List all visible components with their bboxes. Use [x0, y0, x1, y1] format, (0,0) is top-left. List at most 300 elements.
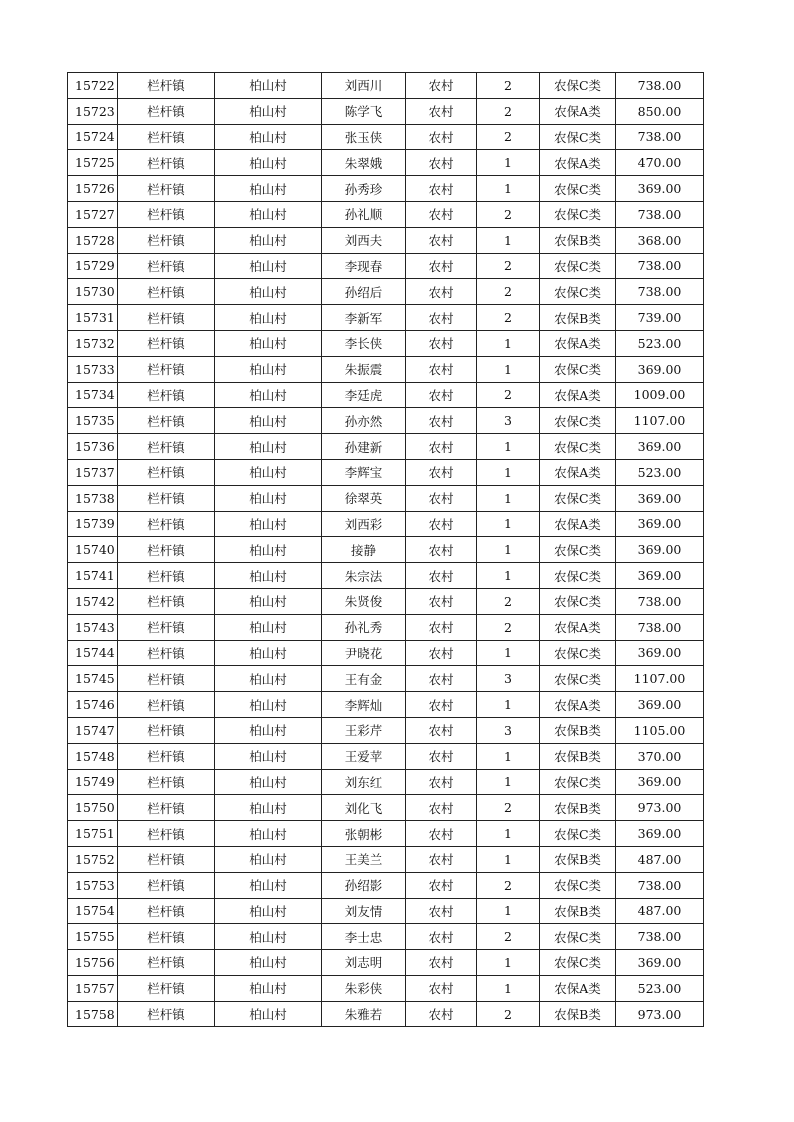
table-row	[68, 795, 704, 821]
village-cell: 柏山村	[215, 537, 322, 563]
table-row	[68, 382, 704, 408]
household-type-cell: 农村	[406, 434, 477, 460]
village-cell: 柏山村	[215, 485, 322, 511]
serial-number-cell: 15731	[68, 305, 118, 331]
people-count-cell: 2	[477, 588, 540, 614]
amount-cell: 738.00	[616, 73, 704, 99]
household-type-cell: 农村	[406, 227, 477, 253]
name-cell: 王彩芹	[322, 717, 406, 743]
name-cell: 刘西彩	[322, 511, 406, 537]
serial-number-cell: 15726	[68, 176, 118, 202]
category-cell: 农保C类	[540, 176, 616, 202]
village-cell: 柏山村	[215, 924, 322, 950]
amount-cell: 369.00	[616, 640, 704, 666]
category-cell: 农保B类	[540, 305, 616, 331]
town-cell: 栏杆镇	[118, 821, 215, 847]
table-row	[68, 821, 704, 847]
name-cell: 朱彩侠	[322, 975, 406, 1001]
people-count-cell: 1	[477, 563, 540, 589]
name-cell: 尹晓花	[322, 640, 406, 666]
people-count-cell: 3	[477, 717, 540, 743]
village-cell: 柏山村	[215, 305, 322, 331]
category-cell: 农保A类	[540, 98, 616, 124]
category-cell: 农保A类	[540, 614, 616, 640]
category-cell: 农保A类	[540, 382, 616, 408]
serial-number-cell: 15737	[68, 459, 118, 485]
serial-number-cell: 15730	[68, 279, 118, 305]
household-type-cell: 农村	[406, 201, 477, 227]
serial-number-cell: 15750	[68, 795, 118, 821]
table-row	[68, 98, 704, 124]
serial-number-cell: 15728	[68, 227, 118, 253]
people-count-cell: 1	[477, 459, 540, 485]
amount-cell: 523.00	[616, 330, 704, 356]
serial-number-cell: 15727	[68, 201, 118, 227]
table-row	[68, 201, 704, 227]
amount-cell: 523.00	[616, 975, 704, 1001]
serial-number-cell: 15734	[68, 382, 118, 408]
table-row	[68, 975, 704, 1001]
people-count-cell: 1	[477, 821, 540, 847]
table-row	[68, 924, 704, 950]
serial-number-cell: 15722	[68, 73, 118, 99]
category-cell: 农保C类	[540, 588, 616, 614]
household-type-cell: 农村	[406, 795, 477, 821]
data-table	[67, 72, 704, 1027]
table-row	[68, 356, 704, 382]
name-cell: 徐翠英	[322, 485, 406, 511]
name-cell: 张玉侠	[322, 124, 406, 150]
serial-number-cell: 15751	[68, 821, 118, 847]
town-cell: 栏杆镇	[118, 485, 215, 511]
town-cell: 栏杆镇	[118, 898, 215, 924]
village-cell: 柏山村	[215, 872, 322, 898]
town-cell: 栏杆镇	[118, 537, 215, 563]
people-count-cell: 1	[477, 769, 540, 795]
amount-cell: 369.00	[616, 769, 704, 795]
table-row	[68, 537, 704, 563]
amount-cell: 738.00	[616, 614, 704, 640]
category-cell: 农保C类	[540, 408, 616, 434]
amount-cell: 523.00	[616, 459, 704, 485]
people-count-cell: 2	[477, 795, 540, 821]
village-cell: 柏山村	[215, 1001, 322, 1027]
village-cell: 柏山村	[215, 614, 322, 640]
name-cell: 朱贤俊	[322, 588, 406, 614]
serial-number-cell: 15741	[68, 563, 118, 589]
table-row	[68, 692, 704, 718]
name-cell: 朱翠娥	[322, 150, 406, 176]
household-type-cell: 农村	[406, 950, 477, 976]
name-cell: 李长侠	[322, 330, 406, 356]
people-count-cell: 2	[477, 98, 540, 124]
table-row	[68, 1001, 704, 1027]
household-type-cell: 农村	[406, 872, 477, 898]
name-cell: 李现春	[322, 253, 406, 279]
household-type-cell: 农村	[406, 98, 477, 124]
category-cell: 农保C类	[540, 201, 616, 227]
amount-cell: 369.00	[616, 692, 704, 718]
serial-number-cell: 15740	[68, 537, 118, 563]
village-cell: 柏山村	[215, 227, 322, 253]
people-count-cell: 2	[477, 124, 540, 150]
category-cell: 农保C类	[540, 124, 616, 150]
household-type-cell: 农村	[406, 717, 477, 743]
town-cell: 栏杆镇	[118, 459, 215, 485]
category-cell: 农保B类	[540, 717, 616, 743]
people-count-cell: 2	[477, 924, 540, 950]
name-cell: 刘西夫	[322, 227, 406, 253]
household-type-cell: 农村	[406, 769, 477, 795]
village-cell: 柏山村	[215, 330, 322, 356]
town-cell: 栏杆镇	[118, 434, 215, 460]
people-count-cell: 1	[477, 434, 540, 460]
table-row	[68, 279, 704, 305]
village-cell: 柏山村	[215, 176, 322, 202]
category-cell: 农保A类	[540, 150, 616, 176]
amount-cell: 368.00	[616, 227, 704, 253]
people-count-cell: 1	[477, 227, 540, 253]
people-count-cell: 1	[477, 356, 540, 382]
amount-cell: 738.00	[616, 872, 704, 898]
village-cell: 柏山村	[215, 769, 322, 795]
household-type-cell: 农村	[406, 330, 477, 356]
table-row	[68, 846, 704, 872]
table-row	[68, 330, 704, 356]
town-cell: 栏杆镇	[118, 924, 215, 950]
town-cell: 栏杆镇	[118, 201, 215, 227]
serial-number-cell: 15732	[68, 330, 118, 356]
amount-cell: 369.00	[616, 485, 704, 511]
serial-number-cell: 15746	[68, 692, 118, 718]
amount-cell: 1009.00	[616, 382, 704, 408]
village-cell: 柏山村	[215, 640, 322, 666]
household-type-cell: 农村	[406, 459, 477, 485]
household-type-cell: 农村	[406, 124, 477, 150]
village-cell: 柏山村	[215, 692, 322, 718]
category-cell: 农保B类	[540, 846, 616, 872]
category-cell: 农保B类	[540, 1001, 616, 1027]
town-cell: 栏杆镇	[118, 588, 215, 614]
town-cell: 栏杆镇	[118, 614, 215, 640]
people-count-cell: 1	[477, 150, 540, 176]
name-cell: 孙礼顺	[322, 201, 406, 227]
town-cell: 栏杆镇	[118, 717, 215, 743]
village-cell: 柏山村	[215, 743, 322, 769]
serial-number-cell: 15743	[68, 614, 118, 640]
amount-cell: 738.00	[616, 124, 704, 150]
table-row	[68, 950, 704, 976]
name-cell: 王有金	[322, 666, 406, 692]
village-cell: 柏山村	[215, 124, 322, 150]
serial-number-cell: 15739	[68, 511, 118, 537]
table-row	[68, 176, 704, 202]
serial-number-cell: 15758	[68, 1001, 118, 1027]
amount-cell: 1107.00	[616, 408, 704, 434]
people-count-cell: 2	[477, 382, 540, 408]
category-cell: 农保A类	[540, 511, 616, 537]
people-count-cell: 2	[477, 73, 540, 99]
amount-cell: 487.00	[616, 898, 704, 924]
serial-number-cell: 15757	[68, 975, 118, 1001]
household-type-cell: 农村	[406, 692, 477, 718]
household-type-cell: 农村	[406, 743, 477, 769]
name-cell: 李辉灿	[322, 692, 406, 718]
town-cell: 栏杆镇	[118, 150, 215, 176]
name-cell: 王爱苹	[322, 743, 406, 769]
household-type-cell: 农村	[406, 588, 477, 614]
serial-number-cell: 15742	[68, 588, 118, 614]
name-cell: 朱宗法	[322, 563, 406, 589]
town-cell: 栏杆镇	[118, 408, 215, 434]
town-cell: 栏杆镇	[118, 795, 215, 821]
people-count-cell: 2	[477, 201, 540, 227]
category-cell: 农保C类	[540, 666, 616, 692]
amount-cell: 369.00	[616, 537, 704, 563]
town-cell: 栏杆镇	[118, 666, 215, 692]
village-cell: 柏山村	[215, 563, 322, 589]
people-count-cell: 2	[477, 614, 540, 640]
serial-number-cell: 15733	[68, 356, 118, 382]
village-cell: 柏山村	[215, 382, 322, 408]
household-type-cell: 农村	[406, 666, 477, 692]
household-type-cell: 农村	[406, 305, 477, 331]
household-type-cell: 农村	[406, 511, 477, 537]
table-row	[68, 614, 704, 640]
people-count-cell: 2	[477, 872, 540, 898]
table-row	[68, 434, 704, 460]
village-cell: 柏山村	[215, 356, 322, 382]
town-cell: 栏杆镇	[118, 305, 215, 331]
town-cell: 栏杆镇	[118, 330, 215, 356]
town-cell: 栏杆镇	[118, 563, 215, 589]
table-row	[68, 872, 704, 898]
people-count-cell: 3	[477, 408, 540, 434]
village-cell: 柏山村	[215, 898, 322, 924]
amount-cell: 369.00	[616, 434, 704, 460]
table-row	[68, 485, 704, 511]
table-row	[68, 305, 704, 331]
serial-number-cell: 15738	[68, 485, 118, 511]
category-cell: 农保B类	[540, 898, 616, 924]
serial-number-cell: 15748	[68, 743, 118, 769]
name-cell: 刘东红	[322, 769, 406, 795]
category-cell: 农保C类	[540, 872, 616, 898]
amount-cell: 369.00	[616, 356, 704, 382]
name-cell: 孙绍后	[322, 279, 406, 305]
household-type-cell: 农村	[406, 485, 477, 511]
category-cell: 农保A类	[540, 692, 616, 718]
table-row	[68, 666, 704, 692]
village-cell: 柏山村	[215, 73, 322, 99]
table-row	[68, 898, 704, 924]
village-cell: 柏山村	[215, 795, 322, 821]
people-count-cell: 1	[477, 743, 540, 769]
household-type-cell: 农村	[406, 1001, 477, 1027]
serial-number-cell: 15729	[68, 253, 118, 279]
village-cell: 柏山村	[215, 975, 322, 1001]
people-count-cell: 1	[477, 898, 540, 924]
amount-cell: 470.00	[616, 150, 704, 176]
town-cell: 栏杆镇	[118, 227, 215, 253]
household-type-cell: 农村	[406, 356, 477, 382]
name-cell: 孙绍影	[322, 872, 406, 898]
town-cell: 栏杆镇	[118, 769, 215, 795]
people-count-cell: 1	[477, 975, 540, 1001]
name-cell: 李廷虎	[322, 382, 406, 408]
town-cell: 栏杆镇	[118, 975, 215, 1001]
category-cell: 农保C类	[540, 279, 616, 305]
amount-cell: 973.00	[616, 795, 704, 821]
household-type-cell: 农村	[406, 73, 477, 99]
town-cell: 栏杆镇	[118, 743, 215, 769]
name-cell: 朱振震	[322, 356, 406, 382]
name-cell: 孙亦然	[322, 408, 406, 434]
table-row	[68, 717, 704, 743]
household-type-cell: 农村	[406, 382, 477, 408]
table-row	[68, 769, 704, 795]
amount-cell: 738.00	[616, 588, 704, 614]
town-cell: 栏杆镇	[118, 950, 215, 976]
category-cell: 农保B类	[540, 795, 616, 821]
category-cell: 农保C类	[540, 253, 616, 279]
town-cell: 栏杆镇	[118, 253, 215, 279]
category-cell: 农保C类	[540, 769, 616, 795]
household-type-cell: 农村	[406, 846, 477, 872]
amount-cell: 973.00	[616, 1001, 704, 1027]
serial-number-cell: 15723	[68, 98, 118, 124]
village-cell: 柏山村	[215, 434, 322, 460]
name-cell: 孙秀珍	[322, 176, 406, 202]
name-cell: 张朝彬	[322, 821, 406, 847]
table-row	[68, 588, 704, 614]
name-cell: 李士忠	[322, 924, 406, 950]
name-cell: 刘友情	[322, 898, 406, 924]
amount-cell: 369.00	[616, 511, 704, 537]
people-count-cell: 1	[477, 330, 540, 356]
serial-number-cell: 15744	[68, 640, 118, 666]
serial-number-cell: 15752	[68, 846, 118, 872]
amount-cell: 738.00	[616, 201, 704, 227]
name-cell: 王美兰	[322, 846, 406, 872]
amount-cell: 369.00	[616, 176, 704, 202]
household-type-cell: 农村	[406, 975, 477, 1001]
amount-cell: 369.00	[616, 950, 704, 976]
village-cell: 柏山村	[215, 511, 322, 537]
amount-cell: 738.00	[616, 253, 704, 279]
people-count-cell: 2	[477, 1001, 540, 1027]
amount-cell: 738.00	[616, 279, 704, 305]
people-count-cell: 1	[477, 950, 540, 976]
serial-number-cell: 15725	[68, 150, 118, 176]
town-cell: 栏杆镇	[118, 872, 215, 898]
village-cell: 柏山村	[215, 950, 322, 976]
name-cell: 陈学飞	[322, 98, 406, 124]
amount-cell: 850.00	[616, 98, 704, 124]
town-cell: 栏杆镇	[118, 640, 215, 666]
category-cell: 农保C类	[540, 537, 616, 563]
category-cell: 农保C类	[540, 563, 616, 589]
category-cell: 农保C类	[540, 434, 616, 460]
household-type-cell: 农村	[406, 150, 477, 176]
people-count-cell: 1	[477, 511, 540, 537]
village-cell: 柏山村	[215, 279, 322, 305]
town-cell: 栏杆镇	[118, 846, 215, 872]
amount-cell: 487.00	[616, 846, 704, 872]
town-cell: 栏杆镇	[118, 382, 215, 408]
category-cell: 农保A类	[540, 459, 616, 485]
name-cell: 李辉宝	[322, 459, 406, 485]
table-row	[68, 408, 704, 434]
village-cell: 柏山村	[215, 150, 322, 176]
serial-number-cell: 15756	[68, 950, 118, 976]
serial-number-cell: 15735	[68, 408, 118, 434]
serial-number-cell: 15755	[68, 924, 118, 950]
people-count-cell: 2	[477, 305, 540, 331]
category-cell: 农保C类	[540, 640, 616, 666]
amount-cell: 369.00	[616, 821, 704, 847]
household-type-cell: 农村	[406, 408, 477, 434]
household-type-cell: 农村	[406, 537, 477, 563]
village-cell: 柏山村	[215, 201, 322, 227]
table-row	[68, 511, 704, 537]
table-row	[68, 124, 704, 150]
serial-number-cell: 15753	[68, 872, 118, 898]
people-count-cell: 1	[477, 640, 540, 666]
town-cell: 栏杆镇	[118, 176, 215, 202]
table-body	[68, 73, 704, 1027]
household-type-cell: 农村	[406, 176, 477, 202]
amount-cell: 738.00	[616, 924, 704, 950]
village-cell: 柏山村	[215, 408, 322, 434]
name-cell: 接静	[322, 537, 406, 563]
town-cell: 栏杆镇	[118, 73, 215, 99]
household-type-cell: 农村	[406, 640, 477, 666]
category-cell: 农保A类	[540, 330, 616, 356]
serial-number-cell: 15747	[68, 717, 118, 743]
village-cell: 柏山村	[215, 459, 322, 485]
table-row	[68, 73, 704, 99]
household-type-cell: 农村	[406, 253, 477, 279]
village-cell: 柏山村	[215, 666, 322, 692]
people-count-cell: 3	[477, 666, 540, 692]
table-row	[68, 459, 704, 485]
village-cell: 柏山村	[215, 588, 322, 614]
household-type-cell: 农村	[406, 924, 477, 950]
village-cell: 柏山村	[215, 821, 322, 847]
amount-cell: 370.00	[616, 743, 704, 769]
category-cell: 农保A类	[540, 975, 616, 1001]
category-cell: 农保B类	[540, 227, 616, 253]
household-type-cell: 农村	[406, 279, 477, 305]
town-cell: 栏杆镇	[118, 124, 215, 150]
amount-cell: 369.00	[616, 563, 704, 589]
household-type-cell: 农村	[406, 614, 477, 640]
serial-number-cell: 15754	[68, 898, 118, 924]
village-cell: 柏山村	[215, 253, 322, 279]
category-cell: 农保C类	[540, 924, 616, 950]
village-cell: 柏山村	[215, 846, 322, 872]
serial-number-cell: 15745	[68, 666, 118, 692]
town-cell: 栏杆镇	[118, 1001, 215, 1027]
household-type-cell: 农村	[406, 563, 477, 589]
category-cell: 农保C类	[540, 950, 616, 976]
town-cell: 栏杆镇	[118, 511, 215, 537]
people-count-cell: 1	[477, 692, 540, 718]
table-row	[68, 227, 704, 253]
category-cell: 农保B类	[540, 743, 616, 769]
amount-cell: 739.00	[616, 305, 704, 331]
